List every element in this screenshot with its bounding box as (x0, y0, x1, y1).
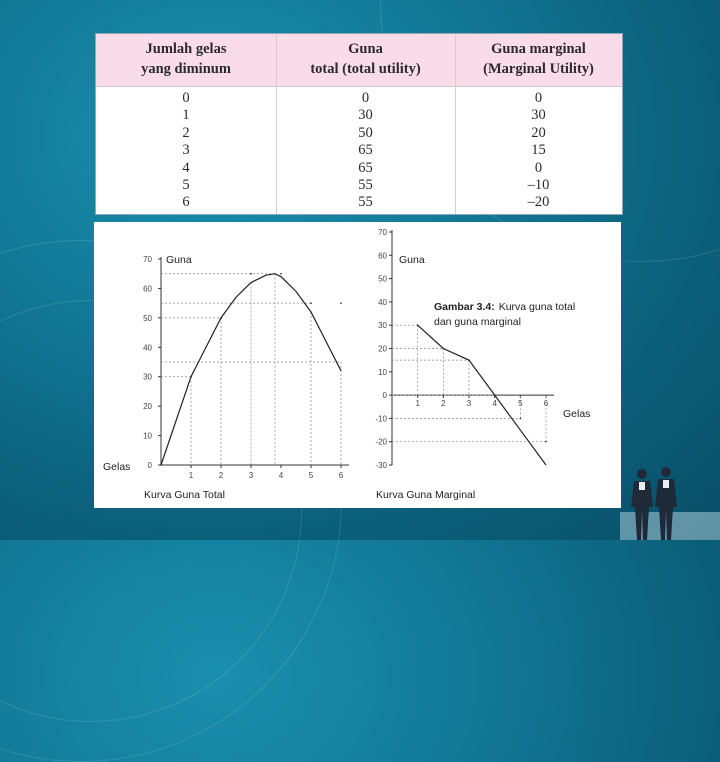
left-y-tick-label: 70 (143, 255, 152, 264)
table-cell: 0 (182, 90, 190, 106)
right-y-tick-label: 40 (378, 297, 387, 307)
table-cell: 0 (361, 90, 370, 106)
right-y-tick-label: 70 (378, 228, 387, 237)
right-x-tick-label: 3 (466, 399, 472, 409)
left-y-tick-label: 20 (143, 402, 152, 412)
table-cell: 1 (182, 107, 190, 124)
header-jumlah-gelas: Jumlah gelas yang diminum (141, 41, 231, 77)
right-data-point (417, 324, 419, 326)
column-jumlah-gelas (96, 90, 276, 212)
left-x-tick-label: 3 (248, 471, 254, 480)
charts-panel (94, 222, 621, 508)
right-x-tick-label: 4 (492, 399, 497, 409)
left-x-tick-label: 6 (338, 471, 344, 480)
right-y-tick-label: 30 (378, 321, 387, 331)
table-cell: 3 (182, 142, 190, 159)
left-data-point (310, 302, 312, 304)
table-cell: 20 (531, 124, 546, 141)
right-data-point (468, 359, 470, 361)
left-ylabel: Guna (166, 254, 192, 266)
left-y-tick-label: 60 (143, 284, 152, 294)
right-ylabel: Guna (399, 254, 425, 266)
header-guna-total: Guna total (total utility) (310, 41, 421, 77)
right-data-point (494, 394, 496, 396)
table-cell: 5 (182, 177, 190, 194)
left-y-tick-label: 50 (143, 313, 152, 323)
left-data-point (250, 273, 252, 275)
table-cell: 55 (358, 194, 373, 211)
left-x-tick-label: 4 (278, 471, 284, 480)
right-xlabel: Gelas (563, 408, 591, 420)
right-y-tick-label: 0 (382, 391, 387, 401)
table-cell: 0 (534, 90, 543, 106)
table-cell: –10 (527, 177, 550, 194)
utility-table (95, 33, 623, 215)
table-cell: 65 (358, 159, 373, 176)
table-cell: 4 (182, 159, 190, 176)
charts-svg (94, 222, 621, 508)
figure-label: Gambar 3.4: Kurva guna total (434, 301, 576, 313)
left-y-tick-label: 10 (143, 431, 152, 441)
figure-text: dan guna marginal (434, 316, 521, 328)
left-data-point (190, 376, 192, 378)
right-y-tick-label: -30 (375, 461, 387, 470)
left-caption: Kurva Guna Total (144, 489, 225, 501)
table-cell: 65 (358, 142, 373, 159)
left-x-tick-label: 1 (188, 471, 194, 480)
left-data-point (220, 317, 222, 319)
right-y-tick-label: 20 (378, 344, 387, 354)
left-data-point (340, 302, 342, 304)
right-y-tick-label: 10 (378, 367, 387, 377)
right-data-point (520, 418, 522, 420)
right-y-tick-label: 60 (378, 251, 387, 261)
header-guna-marginal: Guna marginal (Marginal Utility) (483, 41, 594, 77)
right-data-point (545, 441, 547, 443)
right-y-tick-label: -20 (375, 437, 387, 447)
right-x-tick-label: 5 (518, 399, 523, 409)
table-cell: 2 (182, 124, 190, 141)
right-x-tick-label: 2 (441, 399, 446, 409)
table-cell: –20 (527, 194, 550, 211)
right-y-tick-label: 50 (378, 274, 387, 284)
right-x-tick-label: 6 (543, 399, 549, 409)
table-cell: 50 (358, 124, 373, 141)
left-x-tick-label: 2 (218, 471, 224, 480)
table-cell: 0 (534, 159, 543, 176)
right-data-point (443, 348, 445, 350)
table-cell: 6 (182, 194, 190, 211)
right-caption: Kurva Guna Marginal (376, 489, 476, 501)
column-guna-marginal (455, 90, 622, 212)
right-x-tick-label: 1 (415, 399, 420, 409)
right-y-tick-label: -10 (375, 414, 387, 424)
left-x-tick-label: 5 (308, 471, 314, 480)
left-y-tick-label: 40 (143, 343, 152, 353)
table-cell: 30 (358, 107, 373, 124)
table-cell: 15 (531, 142, 546, 159)
left-y-tick-label: 30 (143, 372, 152, 382)
column-guna-total (276, 90, 455, 212)
table-cell: 55 (358, 177, 373, 194)
left-data-point (160, 464, 162, 466)
table-cell: 30 (531, 107, 546, 124)
left-y-tick-label: 0 (147, 461, 152, 470)
left-data-point (280, 273, 282, 275)
businessmen-image (620, 460, 720, 540)
left-xlabel: Gelas (103, 461, 131, 473)
